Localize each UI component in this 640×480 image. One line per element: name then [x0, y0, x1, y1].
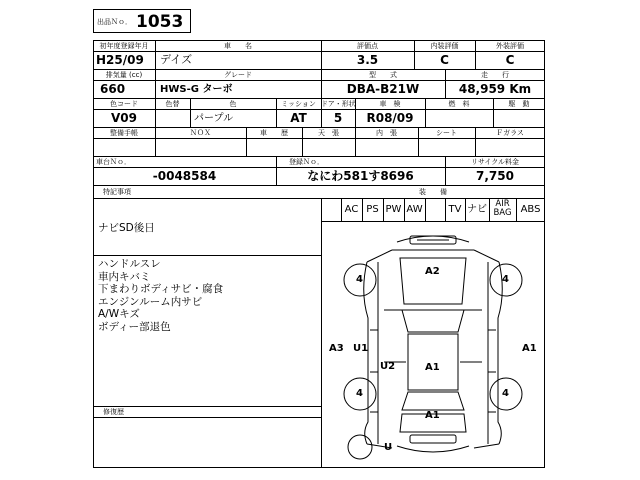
lot-number: 1053 — [136, 12, 184, 32]
interior-trim-label: 内 張 — [376, 129, 397, 137]
exterior-grade-label: 外装評価 — [496, 42, 524, 50]
first-registration-label: 初年度登録年月 — [99, 42, 149, 50]
score-label: 評価点 — [357, 42, 378, 50]
equipment-label: 装 備 — [419, 188, 447, 196]
model-name-label: 車 名 — [224, 42, 252, 50]
equip-ac: AC — [344, 204, 359, 215]
color-label: 色 — [229, 100, 237, 108]
color-value: パープル — [194, 113, 234, 124]
color-code-label: 色コード — [110, 100, 138, 108]
notes-list — [98, 258, 223, 333]
displacement-value: 660 — [100, 82, 126, 96]
mileage-label: 走 行 — [481, 71, 509, 79]
right-side-mark: A1 — [522, 343, 537, 354]
note-line: A/Wキズ — [98, 308, 140, 320]
model-code-label: 型 式 — [369, 71, 397, 79]
note-line: エンジンルーム内サビ — [98, 295, 203, 308]
roof-mark: A1 — [425, 362, 440, 373]
displacement-label: 排気量 (cc) — [105, 71, 143, 79]
transmission-value: AT — [290, 111, 307, 125]
note-line: 下まわりボディサビ・腐食 — [98, 283, 224, 295]
first-registration-value: H25/09 — [96, 53, 144, 67]
nox-label: ＮＯＸ — [190, 129, 211, 137]
interior-grade-label: 内装評価 — [430, 42, 459, 50]
repair-history-label: 修復歴 — [103, 408, 124, 416]
wheel-mark-rear-right: 4 — [502, 388, 509, 399]
lot-number-label: 出品Ｎｏ． — [97, 18, 132, 26]
model-code-value: DBA-B21W — [346, 82, 420, 96]
seat-label: シート — [436, 129, 457, 137]
recycle-fee-value: 7,750 — [476, 169, 514, 183]
model-name-value: デイズ — [160, 53, 193, 66]
inspection-label: 車 検 — [379, 100, 401, 108]
grade-value: HWS-G ターボ — [160, 84, 233, 95]
left-u-mark: U1 — [353, 343, 369, 354]
grade-label: グレード — [224, 71, 252, 79]
doors-value: 5 — [333, 111, 343, 125]
interior-grade-value: C — [440, 53, 449, 67]
color-code-value: V09 — [111, 111, 137, 125]
wheel-mark-front-right: 4 — [502, 274, 509, 285]
equip-ps: PS — [366, 204, 379, 215]
doors-label: ドア・形状 — [321, 100, 356, 108]
mileage-value: 48,959 Km — [458, 82, 532, 96]
transmission-label: ミッション — [281, 100, 316, 108]
chassis-number-label: 車台Ｎｏ． — [96, 158, 131, 166]
front-glass-label: Ｆガラス — [496, 129, 524, 137]
exterior-grade-value: C — [505, 53, 515, 67]
vehicle-history-label: 車 歴 — [260, 129, 288, 137]
wheel-mark-rear-left: 4 — [356, 388, 363, 399]
roof-left-mark: U2 — [380, 361, 396, 372]
notes-label: 特記事項 — [103, 188, 131, 196]
score-value: 3.5 — [356, 53, 379, 67]
notes-top-line: ナビSD後日 — [98, 222, 155, 234]
left-side-mark: A3 — [329, 343, 344, 354]
lot-number-box — [93, 9, 191, 33]
wheel-mark-front-left: 4 — [356, 274, 363, 285]
rear-mark: A1 — [425, 410, 440, 421]
recycle-fee-label: リサイクル料金 — [470, 158, 520, 166]
bottom-mark: U — [384, 442, 393, 453]
equip-abs: ABS — [520, 204, 541, 215]
equip-navi: ナビ — [467, 204, 487, 215]
equip-aw: AW — [406, 204, 423, 215]
hood-mark: A2 — [425, 266, 440, 277]
equip-tv: TV — [448, 204, 462, 215]
equip-airbag: AIR BAG — [493, 199, 512, 218]
note-line: ハンドルスレ — [98, 258, 161, 270]
headliner-label: 天 張 — [318, 129, 339, 137]
registration-number-label: 登録Ｎｏ． — [289, 158, 324, 166]
chassis-number-value: -0048584 — [152, 169, 217, 183]
note-line: ボディー部退色 — [98, 320, 171, 333]
registration-number-value: なにわ581す8696 — [307, 169, 414, 183]
fuel-label: 燃 料 — [448, 100, 470, 108]
service-book-label: 整備手帳 — [110, 129, 138, 137]
drive-label: 駆 動 — [508, 100, 530, 108]
equip-pw: PW — [385, 204, 402, 215]
note-line: 車内キバミ — [98, 270, 151, 283]
inspection-value: R08/09 — [366, 111, 414, 125]
color-change-label: 色替 — [165, 100, 180, 108]
